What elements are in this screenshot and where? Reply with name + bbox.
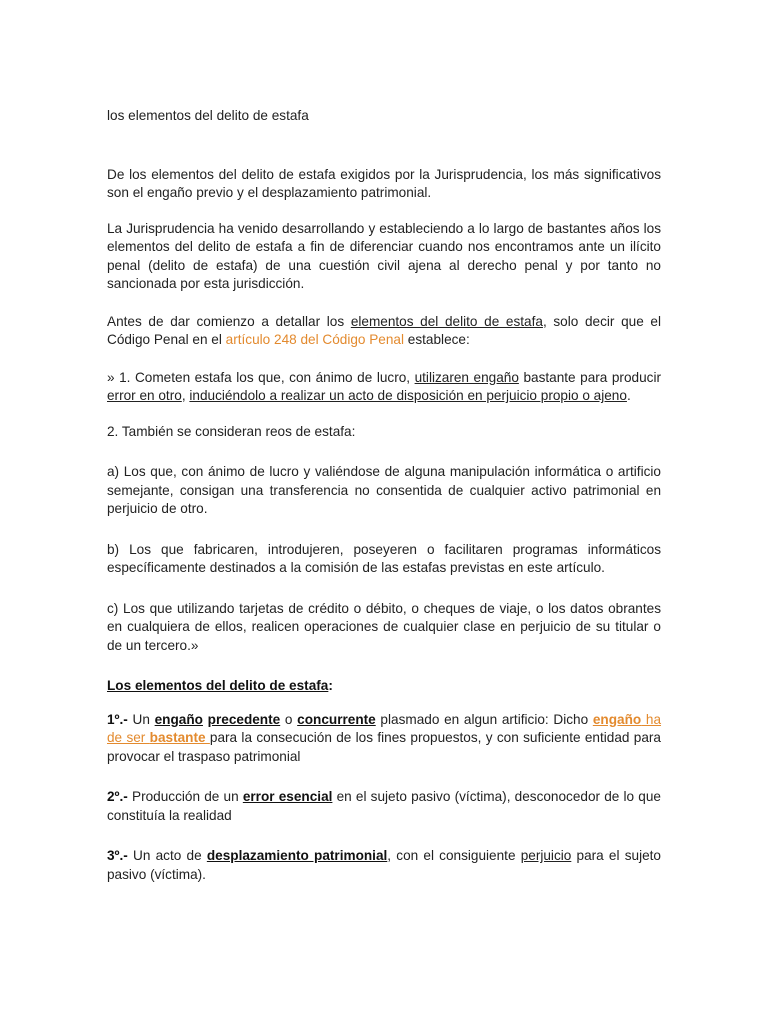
element-1-text-3: o xyxy=(280,711,298,727)
element-1-text-4: plasmado en algun artificio: Dicho xyxy=(375,711,593,727)
section-heading-colon: : xyxy=(328,678,333,693)
art1-underline-induciendolo: induciéndolo a realizar un acto de disposición en perjuicio propio o ajeno xyxy=(189,388,627,403)
element-2-bold-error-esencial: error esencial xyxy=(242,789,333,804)
paragraph-item-c: c) Los que utilizando tarjetas de crédito o débito, o cheques de viaje, o los datos obrantes en cualquiera de ellos, realicen operaciones de cualquier clase en perjuicio de su titular o de un tercero.» xyxy=(107,600,661,653)
element-3-text-1: Un acto de xyxy=(127,848,207,863)
paragraph-antes xyxy=(107,313,661,350)
element-3-text-3: para el sujeto pasivo (víctima). xyxy=(107,848,661,882)
element-1 xyxy=(107,711,661,767)
link-bastante[interactable]: bastante xyxy=(149,730,210,745)
antes-text-post: establece: xyxy=(404,332,470,347)
art1-underline-utilizaren-engano: utilizaren engaño xyxy=(414,369,519,385)
element-1-number: 1º.- xyxy=(107,711,128,727)
section-heading xyxy=(107,677,661,696)
element-1-bold-precedente: precedente xyxy=(207,711,281,727)
paragraph-intro-1: De los elementos del delito de estafa exigidos por la Jurisprudencia, los más significativos son el engaño previo y el desplazamiento patrimonial. xyxy=(107,166,661,200)
art1-text-post: . xyxy=(626,388,631,403)
antes-text-mid: , solo decir que el Código Penal en el xyxy=(107,313,661,347)
art1-text-mid2: , xyxy=(181,388,190,403)
element-2-text-2: en el sujeto pasivo (víctima), desconocedor de lo que constituía la realidad xyxy=(107,789,661,823)
link-ha-de-ser[interactable]: ha de ser xyxy=(107,711,662,745)
element-1-bold-engano: engaño xyxy=(154,711,203,727)
paragraph-article-2: 2. También se consideran reos de estafa: xyxy=(107,423,356,439)
link-articulo-248[interactable]: artículo 248 del Código Penal xyxy=(225,332,405,347)
link-elementos-delito-estafa[interactable]: elementos del delito de estafa xyxy=(350,313,543,329)
element-1-text-5: para la consecución de los fines propuestos, y con suficiente entidad para provocar el traspaso patrimonial xyxy=(107,730,661,764)
element-1-bold-concurrente: concurrente xyxy=(297,711,376,727)
link-engano[interactable]: engaño xyxy=(592,711,642,727)
element-3 xyxy=(107,847,661,884)
paragraph-article-1 xyxy=(107,369,661,406)
art1-underline-error-en-otro: error en otro xyxy=(107,388,182,403)
document-title: los elementos del delito de estafa xyxy=(107,108,309,123)
paragraph-item-a: a) Los que, con ánimo de lucro y valiéndose de alguna manipulación informática o artificio semejante, consigan una transferencia no consentida de cualquier activo patrimonial en perjuicio de otro. xyxy=(107,464,661,516)
element-3-underline-perjuicio: perjuicio xyxy=(520,848,572,863)
section-heading-text: Los elementos del delito de estafa xyxy=(107,678,329,693)
element-2 xyxy=(107,788,661,825)
antes-text-pre: Antes de dar comienzo a detallar los xyxy=(107,313,351,329)
art1-text-pre: » 1. Cometen estafa los que, con ánimo de lucro, xyxy=(107,369,415,385)
element-3-bold-desplazamiento: desplazamiento patrimonial xyxy=(206,848,388,863)
element-3-text-2: , con el consiguiente xyxy=(387,848,521,863)
element-1-text-1: Un xyxy=(127,711,155,727)
paragraph-item-b: b) Los que fabricaren, introdujeren, poseyeren o facilitaren programas informáticos específicamente destinados a la comisión de las estafas previstas en este artículo. xyxy=(107,541,661,575)
art1-text-mid1: bastante para producir xyxy=(518,369,661,385)
element-3-number: 3º.- xyxy=(107,848,128,863)
element-2-number: 2º.- xyxy=(107,789,128,804)
element-2-text-1: Producción de un xyxy=(127,789,243,804)
paragraph-intro-2: La Jurisprudencia ha venido desarrollando y estableciendo a lo largo de bastantes años los elementos del delito de estafa a fin de diferenciar cuando nos encontramos ante un ilícito penal (delito de estafa) de una cuestión civil ajena al derecho penal y por tanto no sancionada por esta jurisdicción. xyxy=(107,220,661,291)
